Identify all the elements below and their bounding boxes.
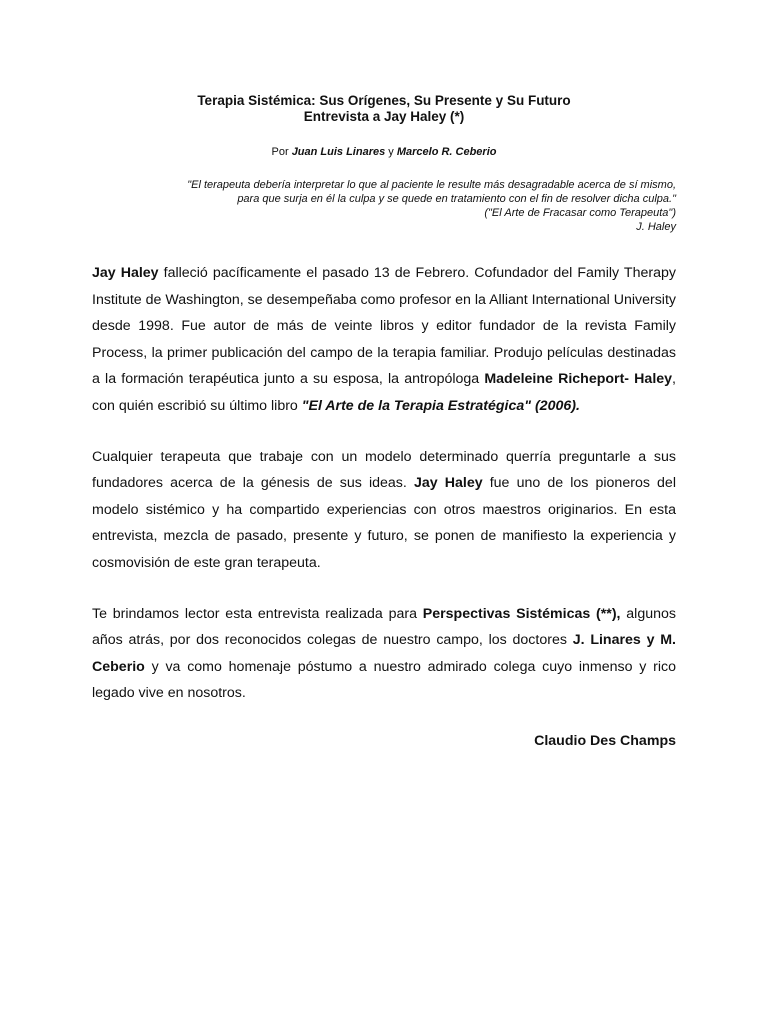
byline-prefix: Por	[271, 146, 292, 158]
paragraph-1-text-a: falleció pacíficamente el pasado 13 de Febrero. Cofundador del Family Therapy Institute de Washington, se desempeñaba como profesor en la Alliant International University desde 1998. Fue autor de más de veinte libros y editor fundador de la revista Family Process, la primer publicación del campo de la terapia familiar. Produjo películas destinadas a la formación terapéutica junto a su esposa, la antropóloga	[92, 265, 676, 388]
paragraph-1-text-b: , con quién escribió su último libro	[92, 371, 676, 414]
paragraph-2	[92, 444, 676, 577]
title-line-2: Entrevista a Jay Haley (*)	[303, 109, 465, 124]
paragraph-2-name: Jay Haley	[413, 475, 483, 492]
paragraph-2-text-a: Cualquier terapeuta que trabaje con un modelo determinado querría preguntarle a sus fundadores acerca de la génesis de sus ideas.	[92, 448, 676, 492]
byline-connector: y	[385, 146, 397, 158]
paragraph-1-wife: Madeleine Richeport- Haley	[484, 371, 673, 388]
paragraph-1-book: "El Arte de la Terapia Estratégica" (2006).	[301, 397, 580, 414]
paragraph-3-text-c: y va como homenaje póstumo a nuestro admirado colega cuyo inmenso y rico legado vive en nosotros.	[92, 658, 676, 702]
epigraph-author: J. Haley	[636, 221, 676, 233]
epigraph-quote	[92, 178, 676, 234]
paragraph-1	[92, 260, 676, 420]
title-line-1: Terapia Sistémica: Sus Orígenes, Su Presente y Su Futuro	[197, 93, 571, 108]
signature: Claudio Des Champs	[534, 732, 676, 749]
epigraph-line-2: para que surja en él la culpa y se quede en tratamiento con el fin de resolver dicha culpa."	[237, 193, 676, 205]
epigraph-line-1: "El terapeuta debería interpretar lo que al paciente le resulte más desagradable acerca de sí mismo,	[187, 179, 676, 191]
paragraph-3-doctors: J. Linares y M. Ceberio	[92, 632, 676, 675]
paragraph-1-name: Jay Haley	[92, 265, 159, 281]
paragraph-3-text-b: algunos años atrás, por dos reconocidos colegas de nuestro campo, los doctores	[92, 605, 676, 649]
paragraph-3	[92, 601, 676, 707]
paragraph-3-text-a: Te brindamos lector esta entrevista realizada para	[92, 605, 423, 622]
paragraph-3-journal: Perspectivas Sistémicas (**),	[422, 605, 621, 622]
document-title	[92, 93, 676, 125]
paragraph-2-text-b: fue uno de los pioneros del modelo sistémico y ha compartido experiencias con otros maestros originarios. En esta entrevista, mezcla de pasado, presente y futuro, se ponen de manifiesto la experiencia y cosmovisión de este gran terapeuta.	[92, 475, 676, 571]
byline-author-1: Juan Luis Linares	[291, 146, 386, 158]
byline-author-2: Marcelo R. Ceberio	[396, 146, 497, 158]
byline	[92, 145, 676, 159]
epigraph-source: ("El Arte de Fracasar como Terapeuta")	[484, 207, 676, 219]
